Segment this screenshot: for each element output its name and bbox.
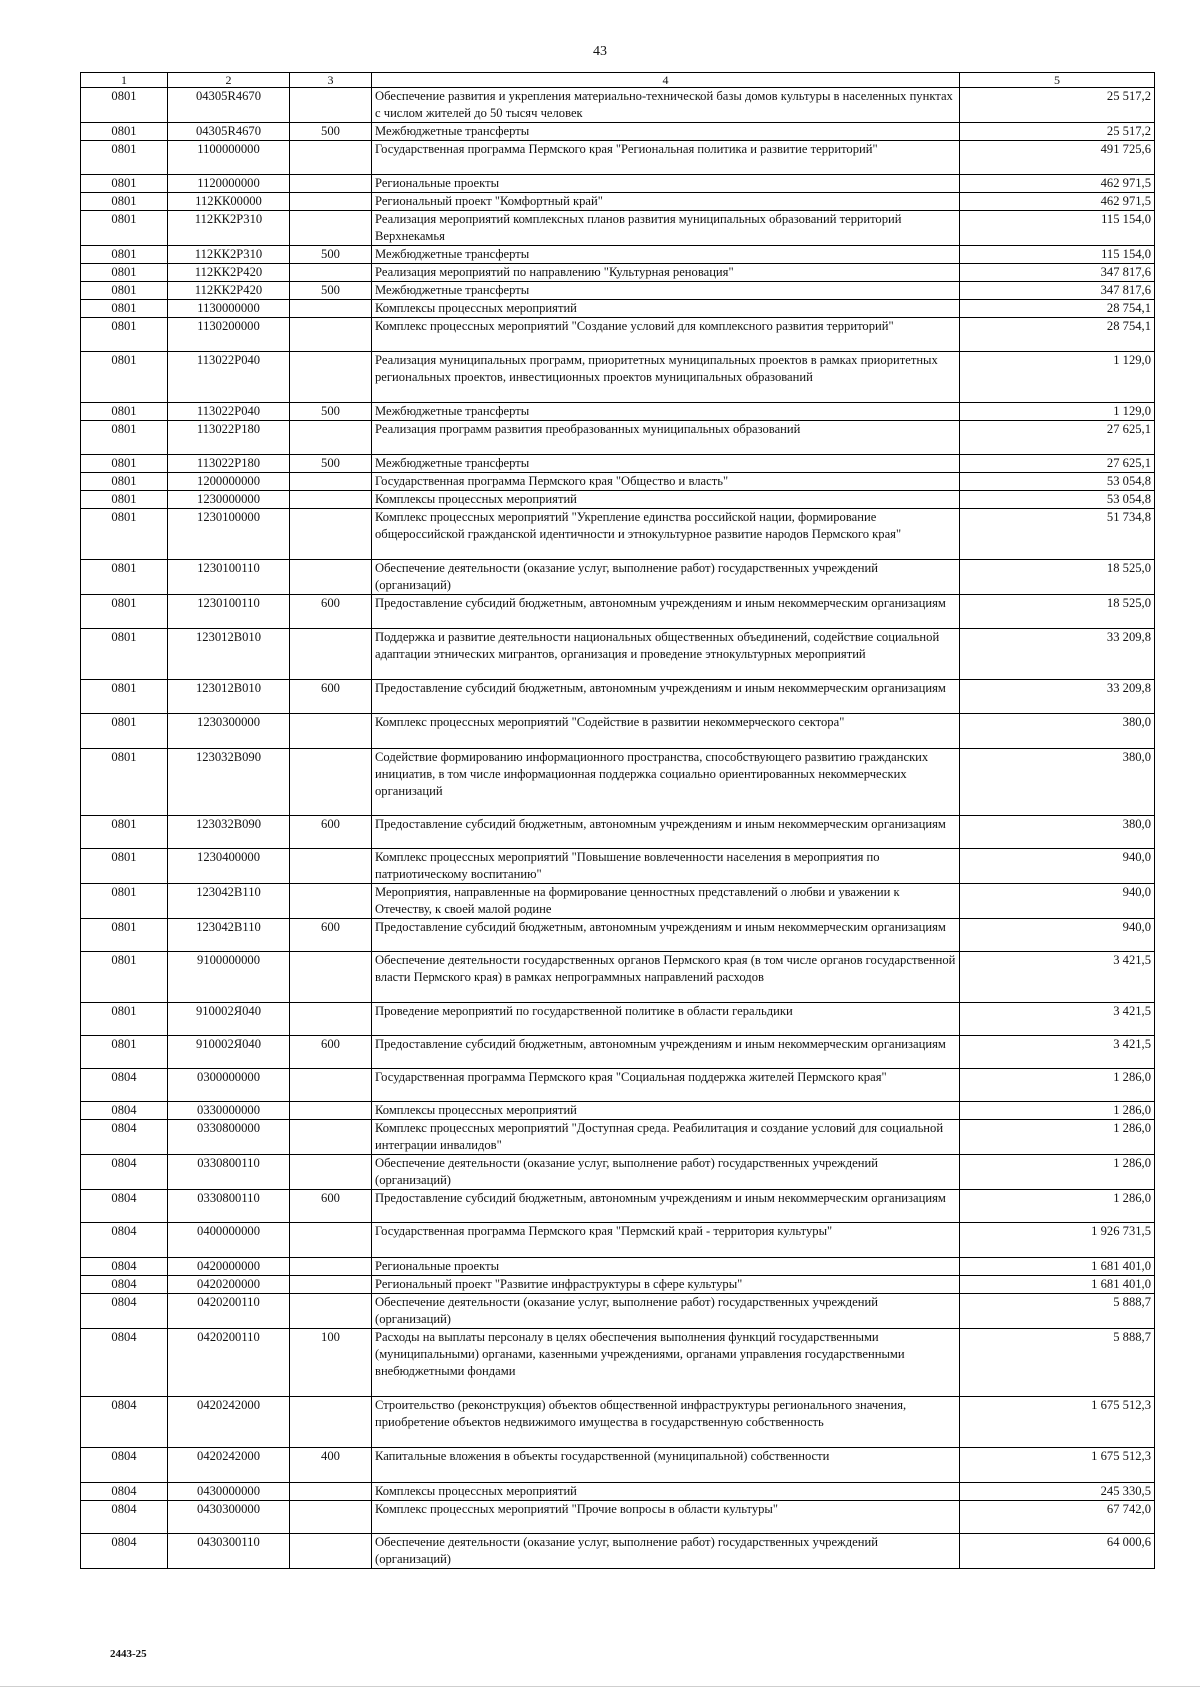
section-code-cell: 0801 [81,352,168,403]
description-cell: Комплексы процессных мероприятий [372,1483,960,1501]
expense-type-cell [290,264,372,282]
section-code-cell: 0801 [81,193,168,211]
table-row [81,282,1155,300]
expense-type-cell [290,352,372,403]
target-article-cell: 0330800000 [168,1120,290,1155]
table-row [81,175,1155,193]
description-cell: Предоставление субсидий бюджетным, автономным учреждениям и иным некоммерческим организациям [372,919,960,952]
amount-cell: 1 675 512,3 [960,1397,1155,1448]
expense-type-cell [290,749,372,816]
target-article-cell: 0300000000 [168,1069,290,1102]
amount-cell: 18 525,0 [960,595,1155,629]
table-row [81,264,1155,282]
expense-type-cell: 600 [290,595,372,629]
table-row [81,680,1155,714]
amount-cell: 347 817,6 [960,264,1155,282]
expense-type-cell [290,1223,372,1258]
section-code-cell: 0801 [81,1036,168,1069]
target-article-cell: 0430300110 [168,1534,290,1569]
table-row [81,123,1155,141]
amount-cell: 27 625,1 [960,455,1155,473]
amount-cell: 462 971,5 [960,175,1155,193]
amount-cell: 1 286,0 [960,1069,1155,1102]
description-cell: Капитальные вложения в объекты государственной (муниципальной) собственности [372,1448,960,1483]
footer-document-code: 2443-25 [110,1648,147,1660]
target-article-cell: 123042В110 [168,884,290,919]
description-cell: Комплексы процессных мероприятий [372,1102,960,1120]
expense-type-cell [290,175,372,193]
amount-cell: 1 926 731,5 [960,1223,1155,1258]
target-article-cell: 123012В010 [168,680,290,714]
target-article-cell: 0430300000 [168,1501,290,1534]
description-cell: Межбюджетные трансферты [372,455,960,473]
section-code-cell: 0801 [81,714,168,749]
section-code-cell: 0801 [81,473,168,491]
section-code-cell: 0804 [81,1190,168,1223]
amount-cell: 380,0 [960,714,1155,749]
table-row [81,473,1155,491]
target-article-cell: 1130000000 [168,300,290,318]
amount-cell: 462 971,5 [960,193,1155,211]
section-code-cell: 0801 [81,1003,168,1036]
description-cell: Комплекс процессных мероприятий "Укрепление единства российской нации, формирование общероссийской гражданской идентичности и этнокультурное развитие народов Пермского края" [372,509,960,560]
target-article-cell: 112КК2Р420 [168,264,290,282]
budget-table [80,72,1155,1569]
description-cell: Обеспечение деятельности (оказание услуг, выполнение работ) государственных учреждений (организаций) [372,1534,960,1569]
expense-type-cell: 600 [290,919,372,952]
target-article-cell: 113022Р040 [168,352,290,403]
amount-cell: 25 517,2 [960,123,1155,141]
description-cell: Обеспечение деятельности (оказание услуг, выполнение работ) государственных учреждений (организаций) [372,1155,960,1190]
description-cell: Региональный проект "Комфортный край" [372,193,960,211]
table-row [81,952,1155,1003]
table-row [81,1003,1155,1036]
expense-type-cell [290,1258,372,1276]
target-article-cell: 0420200110 [168,1294,290,1329]
target-article-cell: 0400000000 [168,1223,290,1258]
section-code-cell: 0801 [81,141,168,175]
section-code-cell: 0804 [81,1329,168,1397]
target-article-cell: 112КК2Р310 [168,211,290,246]
table-row [81,491,1155,509]
section-code-cell: 0804 [81,1397,168,1448]
target-article-cell: 910002Я040 [168,1036,290,1069]
amount-cell: 1 286,0 [960,1190,1155,1223]
amount-cell: 1 681 401,0 [960,1258,1155,1276]
description-cell: Региональные проекты [372,1258,960,1276]
table-row [81,849,1155,884]
amount-cell: 25 517,2 [960,88,1155,123]
target-article-cell: 113022Р180 [168,455,290,473]
table-row [81,403,1155,421]
expense-type-cell [290,141,372,175]
description-cell: Обеспечение деятельности государственных органов Пермского края (в том числе органов государственной власти Пермского края) в рамках непрограммных направлений расходов [372,952,960,1003]
header-col-5: 5 [960,73,1155,88]
table-row [81,919,1155,952]
target-article-cell: 0420242000 [168,1397,290,1448]
amount-cell: 380,0 [960,816,1155,849]
section-code-cell: 0804 [81,1483,168,1501]
expense-type-cell [290,1120,372,1155]
description-cell: Расходы на выплаты персоналу в целях обеспечения выполнения функций государственными (муниципальными) органами, казенными учреждениями, органами управления государственными внебюджетными фондами [372,1329,960,1397]
description-cell: Комплекс процессных мероприятий "Повышение вовлеченности населения в мероприятия по патриотическому воспитанию" [372,849,960,884]
table-row [81,1069,1155,1102]
table-row [81,1483,1155,1501]
amount-cell: 53 054,8 [960,473,1155,491]
table-row [81,141,1155,175]
target-article-cell: 0430000000 [168,1483,290,1501]
expense-type-cell: 500 [290,403,372,421]
target-article-cell: 04305R4670 [168,88,290,123]
table-row [81,1448,1155,1483]
amount-cell: 1 129,0 [960,403,1155,421]
section-code-cell: 0801 [81,246,168,264]
section-code-cell: 0801 [81,816,168,849]
description-cell: Комплекс процессных мероприятий "Прочие вопросы в области культуры" [372,1501,960,1534]
expense-type-cell: 600 [290,1190,372,1223]
section-code-cell: 0801 [81,421,168,455]
section-code-cell: 0804 [81,1501,168,1534]
amount-cell: 380,0 [960,749,1155,816]
header-col-3: 3 [290,73,372,88]
section-code-cell: 0804 [81,1155,168,1190]
target-article-cell: 113022Р040 [168,403,290,421]
target-article-cell: 04305R4670 [168,123,290,141]
description-cell: Государственная программа Пермского края "Социальная поддержка жителей Пермского края" [372,1069,960,1102]
description-cell: Государственная программа Пермского края "Пермский край - территория культуры" [372,1223,960,1258]
expense-type-cell [290,193,372,211]
section-code-cell: 0801 [81,595,168,629]
section-code-cell: 0801 [81,560,168,595]
expense-type-cell [290,714,372,749]
expense-type-cell [290,1501,372,1534]
amount-cell: 1 129,0 [960,352,1155,403]
description-cell: Государственная программа Пермского края "Региональная политика и развитие территорий" [372,141,960,175]
section-code-cell: 0804 [81,1120,168,1155]
expense-type-cell: 500 [290,282,372,300]
target-article-cell: 123012В010 [168,629,290,680]
target-article-cell: 0330000000 [168,1102,290,1120]
description-cell: Содействие формированию информационного пространства, способствующего развитию гражданских инициатив, в том числе информационная поддержка социально ориентированных некоммерческих организаций [372,749,960,816]
target-article-cell: 1230100110 [168,595,290,629]
target-article-cell: 113022Р180 [168,421,290,455]
table-row [81,88,1155,123]
amount-cell: 64 000,6 [960,1534,1155,1569]
table-row [81,455,1155,473]
expense-type-cell [290,1069,372,1102]
expense-type-cell [290,1534,372,1569]
section-code-cell: 0801 [81,300,168,318]
expense-type-cell: 500 [290,123,372,141]
target-article-cell: 0420000000 [168,1258,290,1276]
amount-cell: 3 421,5 [960,1036,1155,1069]
table-row [81,1276,1155,1294]
expense-type-cell [290,1155,372,1190]
target-article-cell: 123032В090 [168,816,290,849]
table-row [81,1223,1155,1258]
amount-cell: 33 209,8 [960,629,1155,680]
target-article-cell: 0420242000 [168,1448,290,1483]
section-code-cell: 0804 [81,1223,168,1258]
description-cell: Межбюджетные трансферты [372,246,960,264]
table-row [81,816,1155,849]
amount-cell: 28 754,1 [960,318,1155,352]
amount-cell: 245 330,5 [960,1483,1155,1501]
target-article-cell: 1230100000 [168,509,290,560]
target-article-cell: 0420200000 [168,1276,290,1294]
amount-cell: 33 209,8 [960,680,1155,714]
expense-type-cell: 100 [290,1329,372,1397]
amount-cell: 1 286,0 [960,1102,1155,1120]
expense-type-cell [290,884,372,919]
expense-type-cell: 500 [290,455,372,473]
description-cell: Поддержка и развитие деятельности национальных общественных объединений, содействие социальной адаптации этнических мигрантов, организация и проведение этнокультурных мероприятий [372,629,960,680]
table-row [81,1534,1155,1569]
expense-type-cell [290,952,372,1003]
description-cell: Межбюджетные трансферты [372,282,960,300]
description-cell: Комплекс процессных мероприятий "Доступная среда. Реабилитация и создание условий для социальной интеграции инвалидов" [372,1120,960,1155]
description-cell: Строительство (реконструкция) объектов общественной инфраструктуры регионального значения, приобретение объектов недвижимого имущества в государственную собственность [372,1397,960,1448]
section-code-cell: 0804 [81,1534,168,1569]
amount-cell: 18 525,0 [960,560,1155,595]
section-code-cell: 0801 [81,318,168,352]
description-cell: Реализация программ развития преобразованных муниципальных образований [372,421,960,455]
section-code-cell: 0801 [81,88,168,123]
section-code-cell: 0801 [81,491,168,509]
table-row [81,246,1155,264]
expense-type-cell [290,318,372,352]
expense-type-cell: 600 [290,816,372,849]
header-col-1: 1 [81,73,168,88]
section-code-cell: 0801 [81,849,168,884]
description-cell: Реализация мероприятий комплексных планов развития муниципальных образований территорий Верхнекамья [372,211,960,246]
section-code-cell: 0801 [81,403,168,421]
target-article-cell: 123042В110 [168,919,290,952]
table-row [81,1102,1155,1120]
description-cell: Комплексы процессных мероприятий [372,491,960,509]
table-row [81,352,1155,403]
table-row [81,1329,1155,1397]
expense-type-cell [290,849,372,884]
table-row [81,1155,1155,1190]
table-row [81,749,1155,816]
section-code-cell: 0801 [81,680,168,714]
amount-cell: 53 054,8 [960,491,1155,509]
expense-type-cell [290,473,372,491]
section-code-cell: 0801 [81,175,168,193]
expense-type-cell [290,1003,372,1036]
amount-cell: 347 817,6 [960,282,1155,300]
description-cell: Реализация муниципальных программ, приоритетных муниципальных проектов в рамках приоритетных региональных проектов, инвестиционных проектов муниципальных образований [372,352,960,403]
table-row [81,714,1155,749]
description-cell: Предоставление субсидий бюджетным, автономным учреждениям и иным некоммерческим организациям [372,1036,960,1069]
table-row [81,1397,1155,1448]
expense-type-cell [290,300,372,318]
header-col-4: 4 [372,73,960,88]
table-row [81,211,1155,246]
expense-type-cell [290,421,372,455]
target-article-cell: 1230300000 [168,714,290,749]
description-cell: Региональный проект "Развитие инфраструктуры в сфере культуры" [372,1276,960,1294]
table-row [81,1294,1155,1329]
scan-edge-line [0,1686,1200,1687]
section-code-cell: 0804 [81,1294,168,1329]
expense-type-cell [290,491,372,509]
description-cell: Предоставление субсидий бюджетным, автономным учреждениям и иным некоммерческим организациям [372,595,960,629]
amount-cell: 28 754,1 [960,300,1155,318]
description-cell: Обеспечение развития и укрепления материально-технической базы домов культуры в населенных пунктах с числом жителей до 50 тысяч человек [372,88,960,123]
description-cell: Предоставление субсидий бюджетным, автономным учреждениям и иным некоммерческим организациям [372,680,960,714]
amount-cell: 940,0 [960,849,1155,884]
target-article-cell: 1100000000 [168,141,290,175]
amount-cell: 940,0 [960,884,1155,919]
amount-cell: 115 154,0 [960,211,1155,246]
table-row [81,560,1155,595]
amount-cell: 67 742,0 [960,1501,1155,1534]
section-code-cell: 0804 [81,1276,168,1294]
target-article-cell: 1230000000 [168,491,290,509]
description-cell: Мероприятия, направленные на формирование ценностных представлений о любви и уважении к Отечеству, к своей малой родине [372,884,960,919]
expense-type-cell: 400 [290,1448,372,1483]
description-cell: Межбюджетные трансферты [372,403,960,421]
target-article-cell: 0330800110 [168,1190,290,1223]
description-cell: Предоставление субсидий бюджетным, автономным учреждениям и иным некоммерческим организациям [372,816,960,849]
expense-type-cell [290,88,372,123]
header-row [81,73,1155,88]
target-article-cell: 0330800110 [168,1155,290,1190]
table-row [81,1190,1155,1223]
header-col-2: 2 [168,73,290,88]
expense-type-cell: 500 [290,246,372,264]
table-row [81,1120,1155,1155]
target-article-cell: 112КК2Р310 [168,246,290,264]
section-code-cell: 0801 [81,282,168,300]
amount-cell: 1 286,0 [960,1155,1155,1190]
table-row [81,1036,1155,1069]
description-cell: Предоставление субсидий бюджетным, автономным учреждениям и иным некоммерческим организациям [372,1190,960,1223]
amount-cell: 1 681 401,0 [960,1276,1155,1294]
section-code-cell: 0801 [81,629,168,680]
section-code-cell: 0804 [81,1102,168,1120]
description-cell: Межбюджетные трансферты [372,123,960,141]
expense-type-cell [290,629,372,680]
expense-type-cell [290,1102,372,1120]
target-article-cell: 1120000000 [168,175,290,193]
amount-cell: 1 286,0 [960,1120,1155,1155]
section-code-cell: 0804 [81,1069,168,1102]
description-cell: Реализация мероприятий по направлению "Культурная реновация" [372,264,960,282]
target-article-cell: 9100000000 [168,952,290,1003]
description-cell: Комплекс процессных мероприятий "Содействие в развитии некоммерческого сектора" [372,714,960,749]
target-article-cell: 123032В090 [168,749,290,816]
section-code-cell: 0801 [81,509,168,560]
expense-type-cell [290,560,372,595]
amount-cell: 5 888,7 [960,1294,1155,1329]
target-article-cell: 112КК00000 [168,193,290,211]
section-code-cell: 0801 [81,749,168,816]
target-article-cell: 1200000000 [168,473,290,491]
target-article-cell: 910002Я040 [168,1003,290,1036]
section-code-cell: 0801 [81,264,168,282]
description-cell: Комплекс процессных мероприятий "Создание условий для комплексного развития территорий" [372,318,960,352]
description-cell: Комплексы процессных мероприятий [372,300,960,318]
amount-cell: 5 888,7 [960,1329,1155,1397]
table-row [81,884,1155,919]
expense-type-cell [290,1294,372,1329]
table-row [81,193,1155,211]
table-body [81,88,1155,1569]
expense-type-cell [290,1483,372,1501]
target-article-cell: 1230400000 [168,849,290,884]
amount-cell: 51 734,8 [960,509,1155,560]
section-code-cell: 0801 [81,455,168,473]
target-article-cell: 112КК2Р420 [168,282,290,300]
expense-type-cell [290,1276,372,1294]
description-cell: Региональные проекты [372,175,960,193]
amount-cell: 3 421,5 [960,952,1155,1003]
section-code-cell: 0801 [81,884,168,919]
amount-cell: 115 154,0 [960,246,1155,264]
section-code-cell: 0801 [81,919,168,952]
target-article-cell: 1230100110 [168,560,290,595]
table-row [81,595,1155,629]
description-cell: Государственная программа Пермского края "Общество и власть" [372,473,960,491]
amount-cell: 940,0 [960,919,1155,952]
table-row [81,300,1155,318]
expense-type-cell: 600 [290,1036,372,1069]
table-row [81,1258,1155,1276]
section-code-cell: 0804 [81,1258,168,1276]
expense-type-cell [290,509,372,560]
target-article-cell: 1130200000 [168,318,290,352]
table-row [81,318,1155,352]
description-cell: Обеспечение деятельности (оказание услуг, выполнение работ) государственных учреждений (организаций) [372,1294,960,1329]
description-cell: Проведение мероприятий по государственной политике в области геральдики [372,1003,960,1036]
expense-type-cell [290,211,372,246]
description-cell: Обеспечение деятельности (оказание услуг, выполнение работ) государственных учреждений (организаций) [372,560,960,595]
table-row [81,509,1155,560]
amount-cell: 1 675 512,3 [960,1448,1155,1483]
expense-type-cell [290,1397,372,1448]
section-code-cell: 0801 [81,211,168,246]
table-row [81,421,1155,455]
expense-type-cell: 600 [290,680,372,714]
table-row [81,629,1155,680]
page-number: 43 [593,44,607,59]
target-article-cell: 0420200110 [168,1329,290,1397]
amount-cell: 27 625,1 [960,421,1155,455]
section-code-cell: 0804 [81,1448,168,1483]
amount-cell: 3 421,5 [960,1003,1155,1036]
section-code-cell: 0801 [81,952,168,1003]
amount-cell: 491 725,6 [960,141,1155,175]
table-row [81,1501,1155,1534]
section-code-cell: 0801 [81,123,168,141]
